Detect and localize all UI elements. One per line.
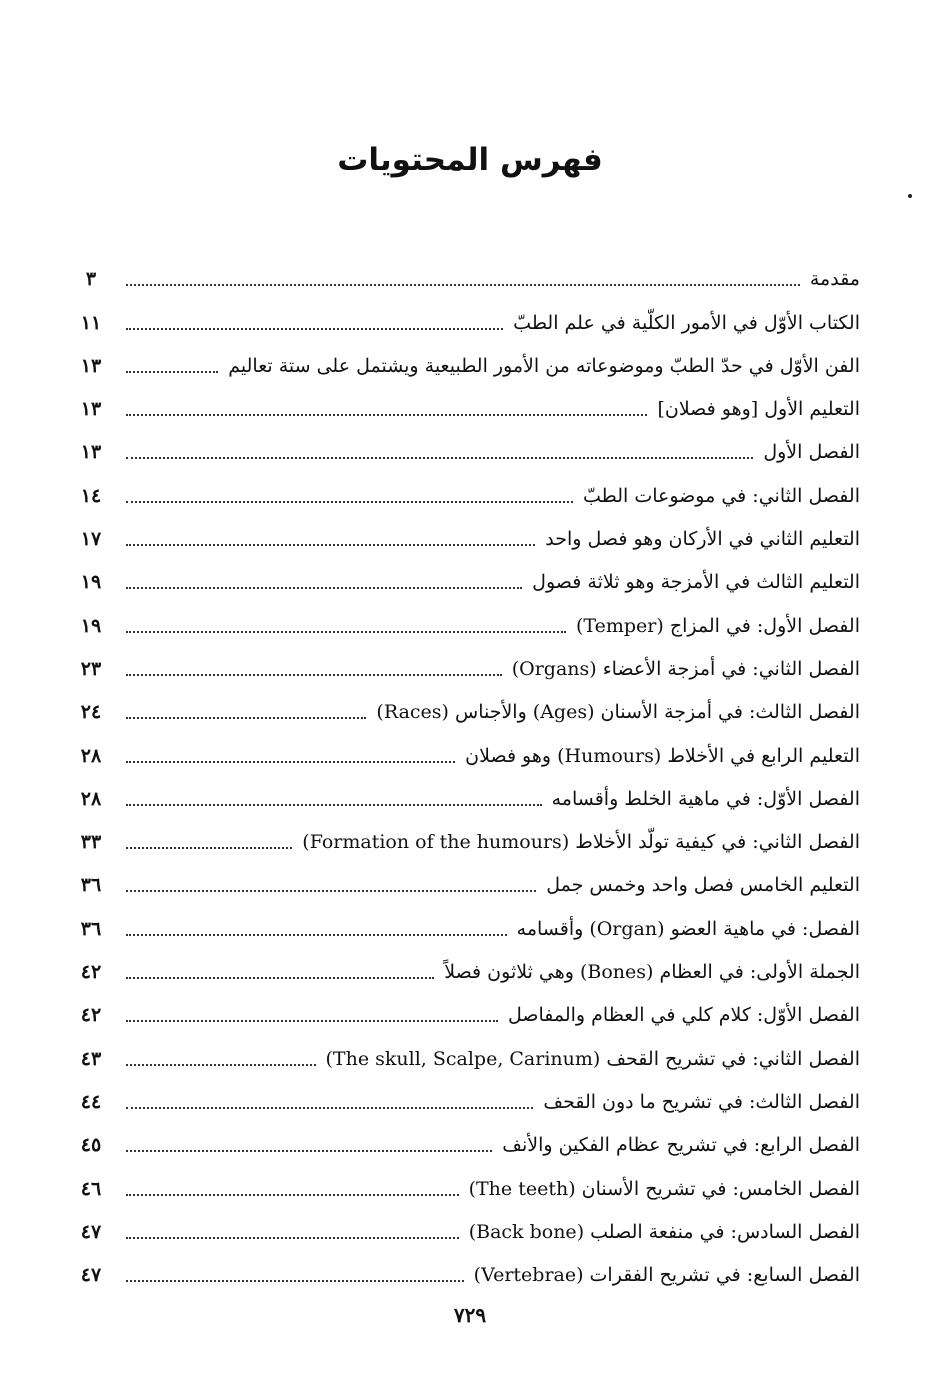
dot-leader xyxy=(126,1237,459,1239)
toc-entry-page: ١٩ xyxy=(80,614,102,637)
dot-leader xyxy=(126,977,434,979)
toc-entry-title: الفصل الرابع: في تشريح عظام الفكين والأنف xyxy=(502,1134,860,1157)
toc-entry xyxy=(70,555,860,598)
toc-entry-page: ٤٤ xyxy=(80,1090,102,1113)
dot-leader xyxy=(126,457,753,459)
toc-entry xyxy=(70,425,860,468)
toc-entry-page: ٤٢ xyxy=(80,1004,102,1027)
toc-entry-title: الفصل الأوّل: في ماهية الخلط وأقسامه xyxy=(551,787,860,810)
toc-entry-title: الفصل الثالث: في تشريح ما دون القحف xyxy=(543,1090,860,1113)
toc-entry xyxy=(70,1248,860,1291)
toc-entry-page: ٣٦ xyxy=(80,874,102,897)
dot-leader xyxy=(126,761,455,763)
toc-entry xyxy=(70,252,860,295)
toc-entry-page: ١٣ xyxy=(80,441,102,464)
toc-entry-title: التعليم الثاني في الأركان وهو فصل واحد xyxy=(545,528,860,551)
dot-leader xyxy=(126,414,647,416)
toc-entry-page: ١١ xyxy=(80,311,102,334)
toc-entry xyxy=(70,728,860,771)
toc-entry-title: الجملة الأولى: في العظام (Bones) وهي ثلاثون فصلاً xyxy=(444,961,860,984)
toc-entry-page: ٤٣ xyxy=(80,1047,102,1070)
dot-leader xyxy=(126,544,535,546)
toc-entry-page: ١٣ xyxy=(80,398,102,421)
toc-entry xyxy=(70,858,860,901)
dot-leader xyxy=(126,1194,459,1196)
dot-leader xyxy=(126,847,292,849)
toc-entry-page: ٤٢ xyxy=(80,961,102,984)
dot-leader xyxy=(126,1107,533,1109)
toc-entry-title: الفصل السادس: في منفعة الصلب (Back bone) xyxy=(468,1220,860,1243)
dot-leader xyxy=(126,631,566,633)
toc-entry xyxy=(70,1075,860,1118)
page-number: ٧٢٩ xyxy=(453,1303,487,1327)
table-of-contents xyxy=(70,252,860,1291)
toc-entry-title: الكتاب الأوّل في الأمور الكلّية في علم الطبّ xyxy=(513,311,860,334)
toc-entry xyxy=(70,685,860,728)
toc-entry-title: الفصل الثاني: في موضوعات الطبّ xyxy=(582,484,860,507)
dot-leader xyxy=(126,328,503,330)
toc-entry xyxy=(70,772,860,815)
toc-entry xyxy=(70,468,860,511)
page-title: فهرس المحتويات xyxy=(337,142,603,178)
toc-entry-page: ٣٦ xyxy=(80,917,102,940)
dot-leader xyxy=(126,371,218,373)
toc-entry-title: الفصل الخامس: في تشريح الأسنان (The teeth) xyxy=(468,1177,860,1200)
toc-entry-title: الفصل الأول xyxy=(763,441,860,464)
toc-entry xyxy=(70,1118,860,1161)
toc-entry-page: ٤٧ xyxy=(80,1220,102,1243)
dot-leader xyxy=(126,1020,498,1022)
toc-entry-page: ٢٤ xyxy=(80,701,102,724)
toc-entry-page: ١٤ xyxy=(80,484,102,507)
toc-entry-title: الفصل: في ماهية العضو (Organ) وأقسامه xyxy=(516,917,860,940)
toc-entry-title: التعليم الرابع في الأخلاط (Humours) وهو فصلان xyxy=(465,744,860,767)
toc-entry-page: ١٣ xyxy=(80,354,102,377)
dot-leader xyxy=(126,934,507,936)
toc-entry xyxy=(70,1031,860,1074)
toc-entry-page: ٤٧ xyxy=(80,1264,102,1287)
toc-entry-title: التعليم الأول [وهو فصلان] xyxy=(657,398,860,421)
toc-entry xyxy=(70,295,860,338)
toc-entry-title: الفصل الثاني: في أمزجة الأعضاء (Organs) xyxy=(511,657,860,680)
toc-entry xyxy=(70,642,860,685)
toc-entry-page: ٢٨ xyxy=(80,744,102,767)
toc-entry-page: ١٩ xyxy=(80,571,102,594)
toc-entry-title: التعليم الثالث في الأمزجة وهو ثلاثة فصول xyxy=(532,571,860,594)
dot-leader xyxy=(126,1280,464,1282)
toc-entry-title: مقدمة xyxy=(809,268,860,291)
toc-entry-title: الفصل الثالث: في أمزجة الأسنان (Ages) والأجناس (Races) xyxy=(376,701,860,724)
toc-entry-title: الفصل الثاني: في كيفية تولّد الأخلاط (Formation of the humours) xyxy=(302,831,860,854)
page-speck xyxy=(908,194,912,198)
toc-entry xyxy=(70,512,860,555)
dot-leader xyxy=(126,804,542,806)
dot-leader xyxy=(126,587,522,589)
toc-entry-title: الفصل الأوّل: كلام كلي في العظام والمفاصل xyxy=(507,1004,860,1027)
toc-entry xyxy=(70,901,860,944)
dot-leader xyxy=(126,1064,316,1066)
toc-entry-page: ٣٣ xyxy=(80,831,102,854)
toc-entry xyxy=(70,598,860,641)
toc-entry-page: ٤٥ xyxy=(80,1134,102,1157)
toc-entry-title: الفصل الثاني: في تشريح القحف (The skull, Scalpe, Carinum) xyxy=(325,1047,860,1070)
dot-leader xyxy=(126,501,573,503)
toc-entry xyxy=(70,1161,860,1204)
dot-leader xyxy=(126,717,366,719)
toc-entry-page: ٣ xyxy=(85,268,97,291)
toc-entry xyxy=(70,988,860,1031)
toc-entry xyxy=(70,1205,860,1248)
toc-entry-title: التعليم الخامس فصل واحد وخمس جمل xyxy=(546,874,860,897)
toc-entry xyxy=(70,945,860,988)
toc-entry-title: الفصل السابع: في تشريح الفقرات (Vertebrae) xyxy=(473,1264,860,1287)
toc-entry-title: الفصل الأول: في المزاج (Temper) xyxy=(576,614,860,637)
dot-leader xyxy=(126,890,536,892)
toc-entry-page: ١٧ xyxy=(80,528,102,551)
toc-entry-page: ٢٣ xyxy=(80,657,102,680)
toc-entry xyxy=(70,815,860,858)
dot-leader xyxy=(126,284,800,286)
toc-entry xyxy=(70,339,860,382)
toc-entry-page: ٢٨ xyxy=(80,787,102,810)
toc-entry xyxy=(70,382,860,425)
dot-leader xyxy=(126,674,502,676)
toc-entry-page: ٤٦ xyxy=(80,1177,102,1200)
toc-entry-title: الفن الأوّل في حدّ الطبّ وموضوعاته من الأمور الطبيعية ويشتمل على ستة تعاليم xyxy=(228,354,860,377)
dot-leader xyxy=(126,1150,492,1152)
